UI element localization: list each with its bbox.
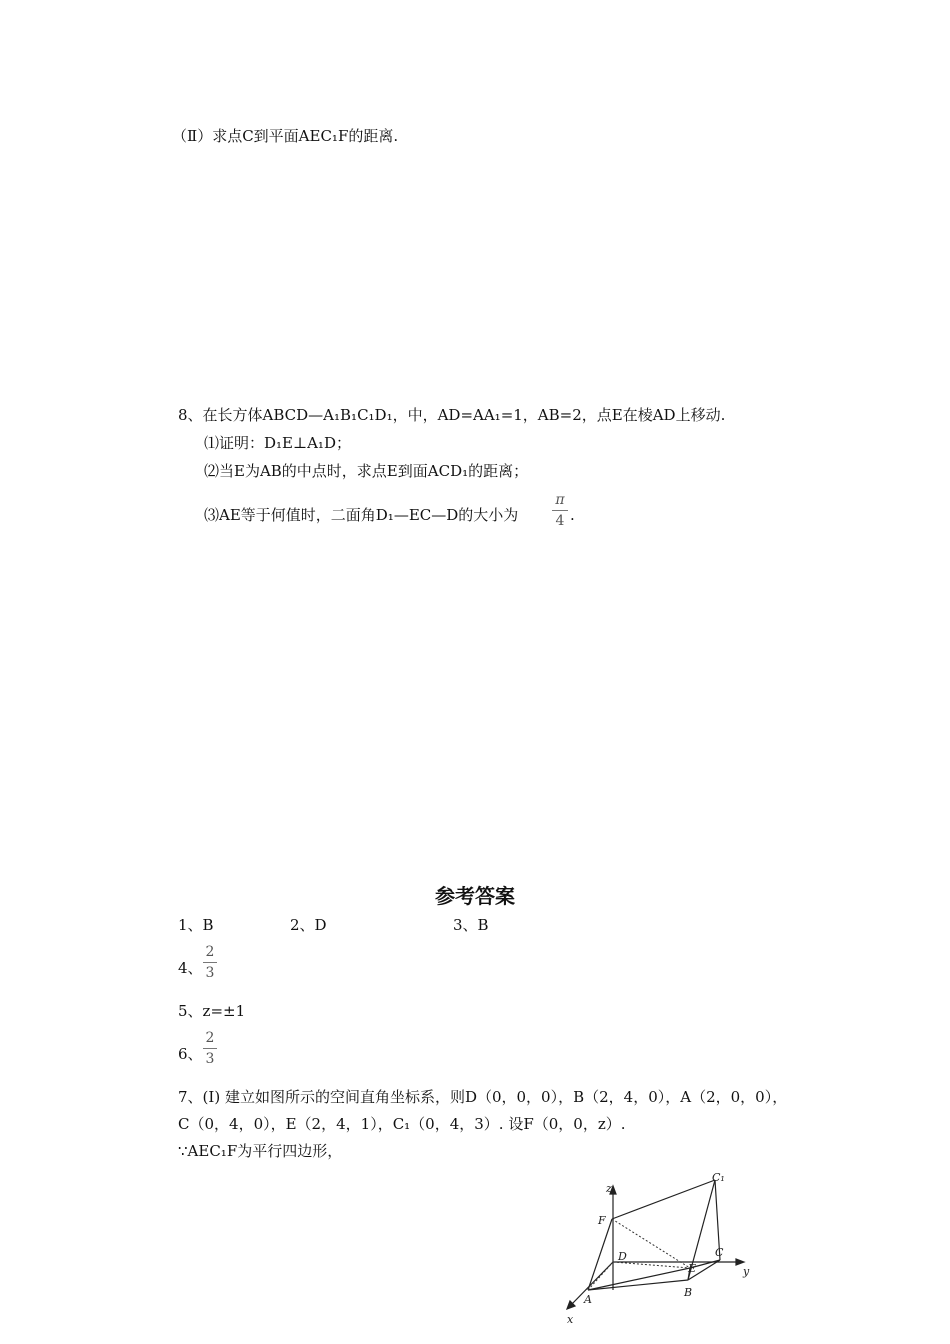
answer-5: 5、z=±1 [178,1002,246,1020]
problem8-stem: 8、在长方体ABCD—A₁B₁C₁D₁，中，AD=AA₁=1，AB=2，点E在棱AD上移动. [178,406,726,424]
label-y: y [743,1265,750,1278]
label-z: z [606,1182,612,1195]
problem8-q3-prefix: ⑶AE等于何值时，二面角D₁—EC—D的大小为 [204,506,519,524]
fraction-denominator: 4 [555,513,565,529]
label-c1: C₁ [712,1172,725,1184]
problem8-q3-suffix: . [570,506,575,524]
label-x: x [567,1313,574,1326]
fraction-numerator: 2 [205,944,215,960]
answer-3: 3、B [453,916,489,934]
problem7-part2: （Ⅱ）求点C到平面AEC₁F的距离. [172,127,399,145]
answer-1: 1、B [178,916,214,934]
problem8-q3-fraction [552,492,568,529]
label-c: C [715,1246,724,1259]
problem8-q3 [204,505,518,525]
answer-4-fraction [203,944,217,981]
problem8-q1: ⑴证明：D₁E⊥A₁D； [204,434,351,452]
label-b: B [684,1286,693,1299]
label-e: E [688,1262,697,1275]
label-f: F [598,1214,606,1227]
answer-7-line1: 7、(I) 建立如图所示的空间直角坐标系，则D（0，0，0），B（2，4，0），A（2，0，0）， [178,1088,788,1106]
fraction-numerator: 2 [205,1030,215,1046]
label-d: D [618,1250,627,1263]
fraction-denominator: 3 [205,965,215,981]
answer-4-label: 4、 [178,959,203,977]
answer-7-line3: ∵AEC₁F为平行四边形， [178,1142,343,1160]
coordinate-figure [560,1172,760,1332]
fraction-numerator: π [555,492,565,508]
answers-heading: 参考答案 [435,884,515,908]
problem8-q2: ⑵当E为AB的中点时，求点E到面ACD₁的距离； [204,462,529,480]
answer-6-label: 6、 [178,1045,203,1063]
label-a: A [584,1293,592,1306]
answer-6-fraction [203,1030,217,1067]
answer-7-line2: C（0，4，0），E（2，4，1），C₁（0，4，3）. 设F（0，0，z）. [178,1115,626,1133]
fraction-denominator: 3 [205,1051,215,1067]
answer-2: 2、D [290,916,327,934]
